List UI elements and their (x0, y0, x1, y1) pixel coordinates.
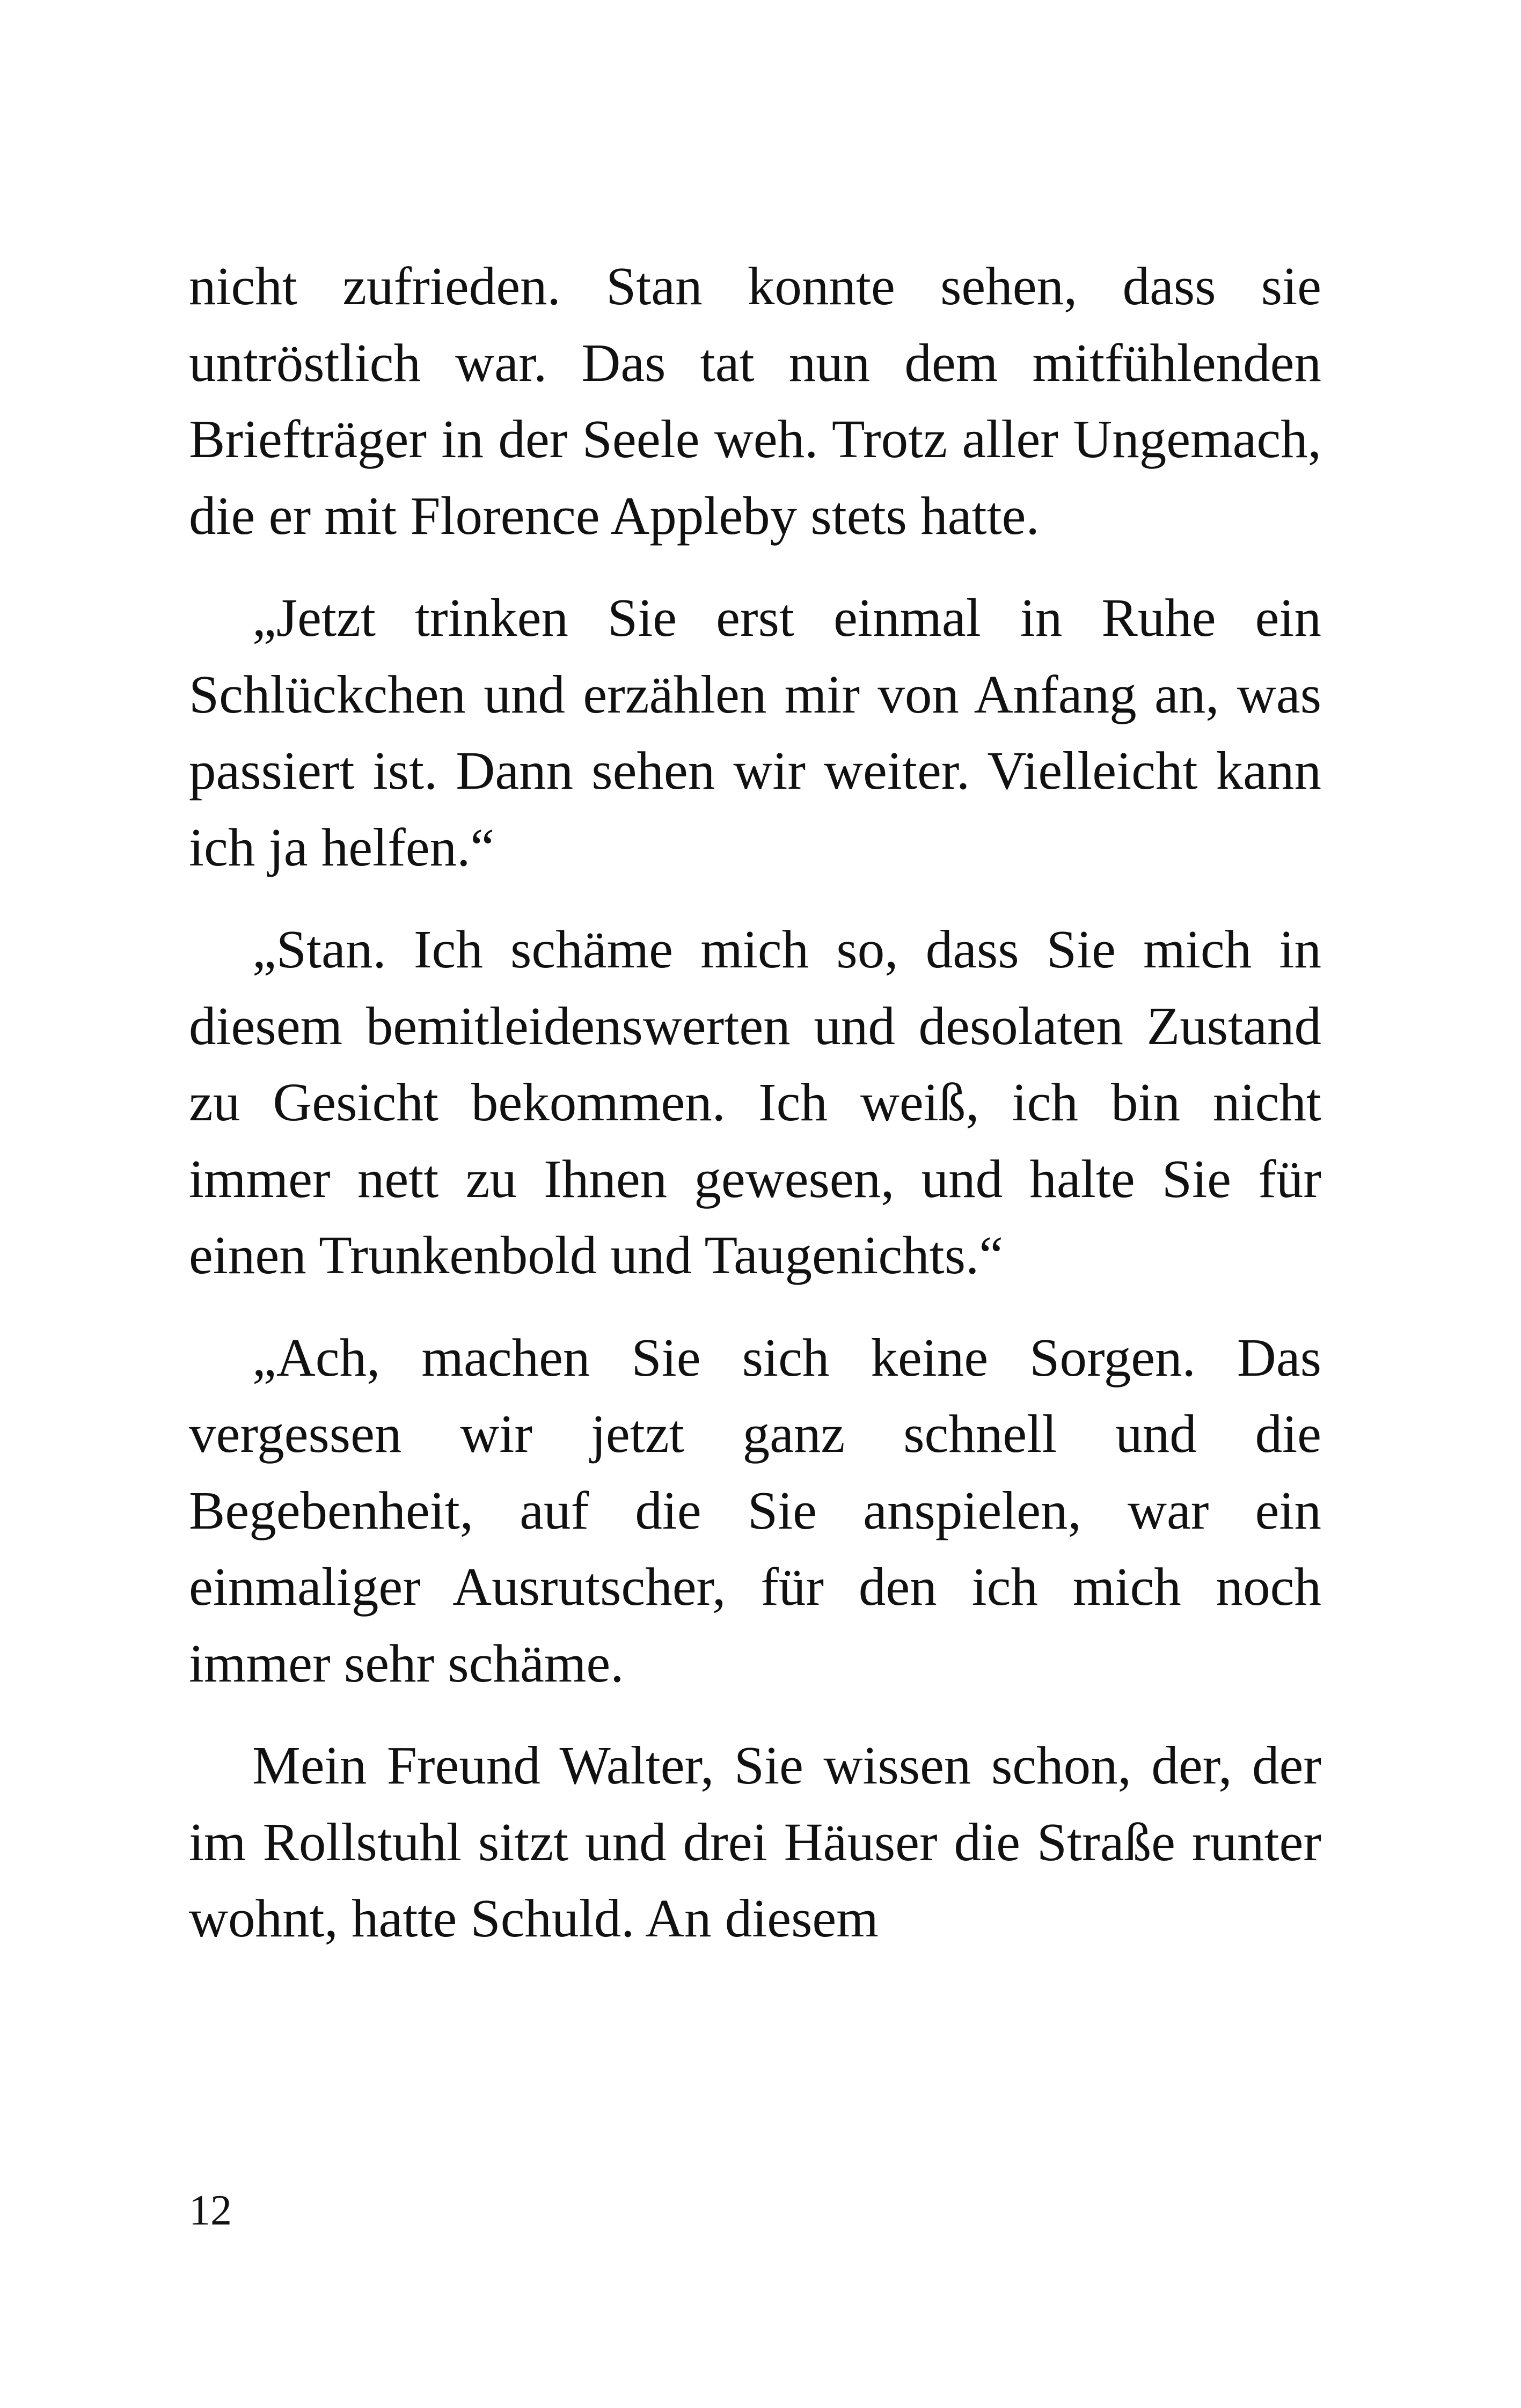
paragraph-4: „Ach, machen Sie sich keine Sorgen. Das vergessen wir jetzt ganz schnell und die Begebenheit, auf die Sie anspielen, war ein einmaliger Ausrutscher, für den ich mich noch immer sehr schäme. (189, 1327, 1321, 1693)
paragraph-5: Mein Freund Walter, Sie wissen schon, der, der im Rollstuhl sitzt und drei Häuser die Straße runter wohnt, hatte Schuld. An diesem (189, 1735, 1321, 1948)
body-text (189, 248, 1321, 1957)
paragraph-3: „Stan. Ich schäme mich so, dass Sie mich in diesem bemitleidenswerten und desolaten Zustand zu Gesicht bekommen. Ich weiß, ich bin nicht immer nett zu Ihnen gewesen, und halte Sie für einen Trunkenbold und Taugenichts.“ (189, 919, 1321, 1285)
paragraph-1: nicht zufrieden. Stan konnte sehen, dass sie untröstlich war. Das tat nun dem mitfühlenden Briefträger in der Seele weh. Trotz aller Ungemach, die er mit Florence Appleby stets hatte. (189, 256, 1321, 546)
page-number: 12 (189, 2187, 232, 2234)
paragraph-2: „Jetzt trinken Sie erst einmal in Ruhe ein Schlückchen und erzählen mir von Anfang an, was passiert ist. Dann sehen wir weiter. Vielleicht kann ich ja helfen.“ (189, 588, 1321, 877)
